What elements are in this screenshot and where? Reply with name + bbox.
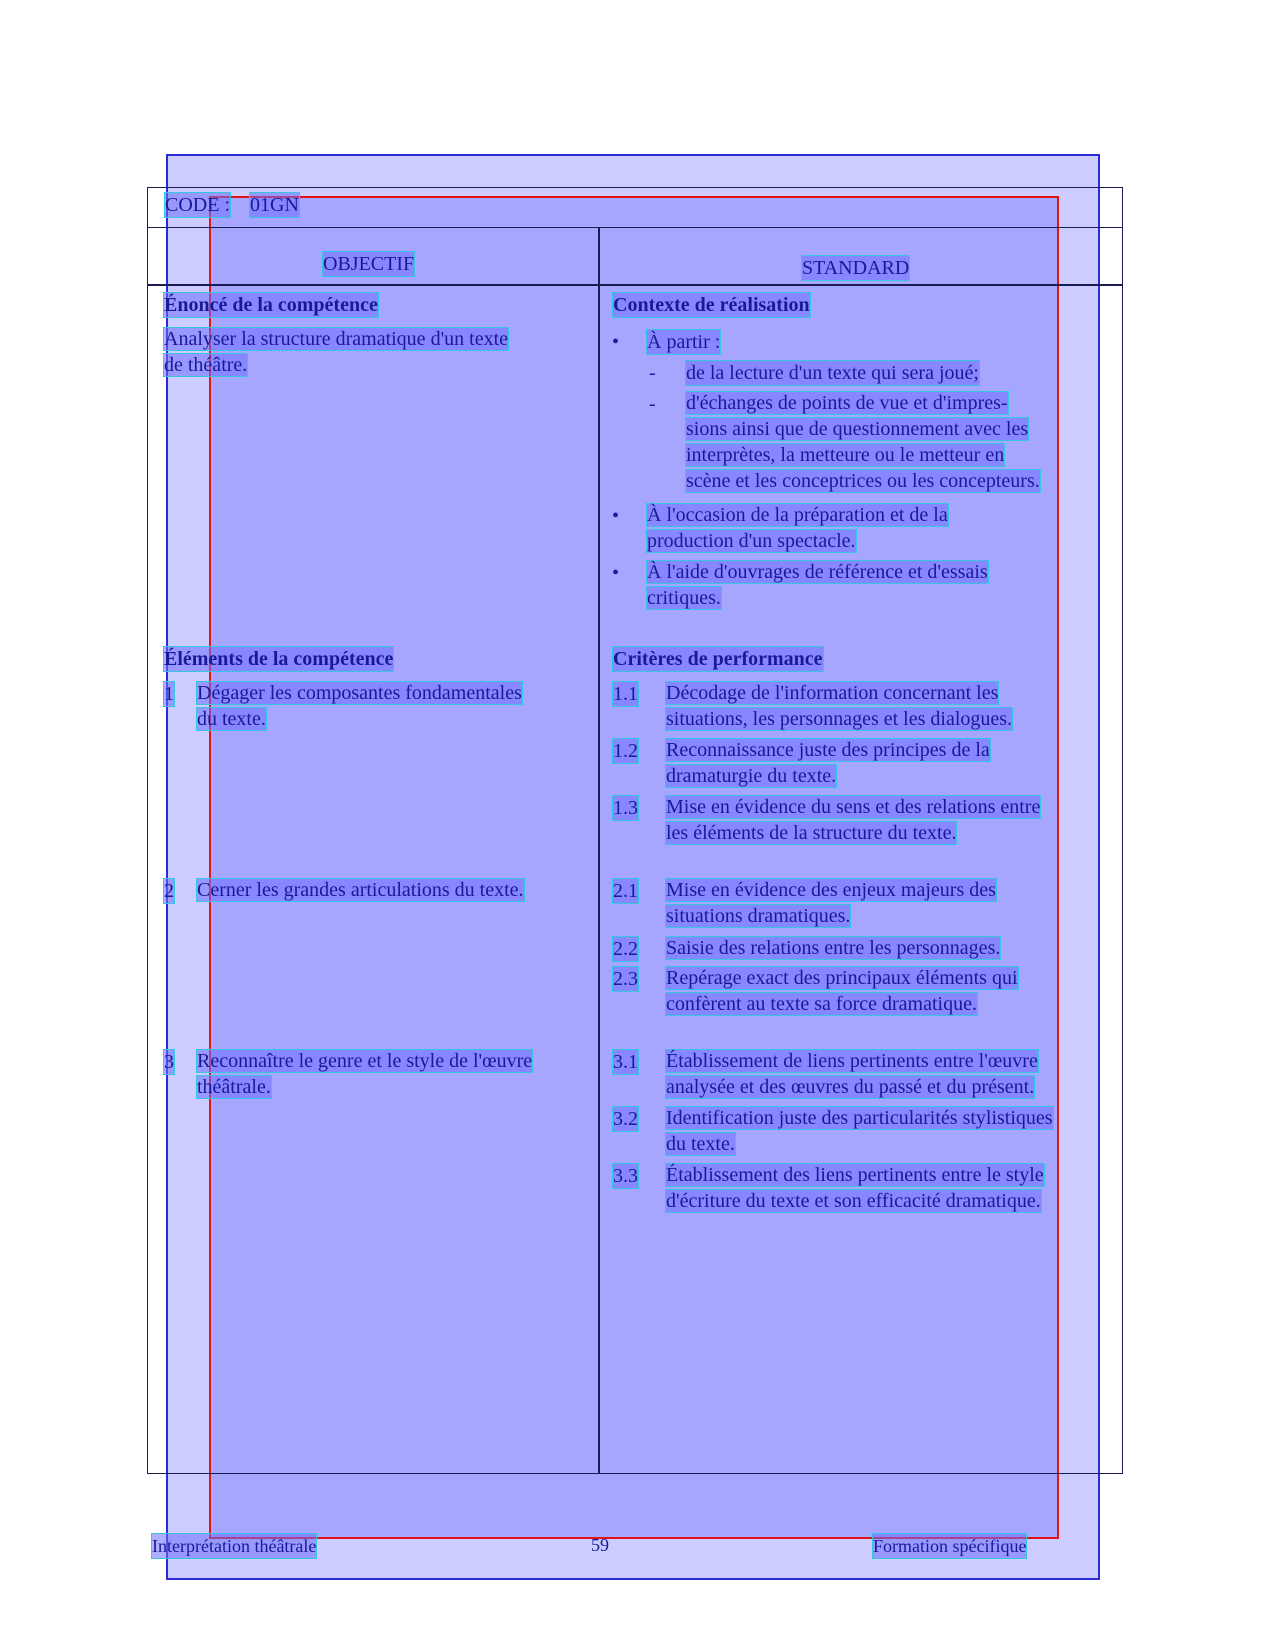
dash-icon: -: [649, 393, 656, 415]
footer-page-number: 59: [591, 1535, 609, 1555]
element-item-1: Dégager les composantes fondamentales du texte.: [197, 682, 522, 730]
code-value: 01GN: [250, 194, 299, 216]
dash-icon: -: [649, 362, 656, 384]
critere-number: 1.1: [613, 683, 638, 705]
element-number: 1: [164, 683, 174, 705]
criteres-title: Critères de performance: [613, 648, 823, 670]
critere-item-1-1: Décodage de l'information concernant les situations, les personnages et les dialogues.: [666, 682, 1013, 730]
element-item-2: Cerner les grandes articulations du texte.: [197, 879, 524, 901]
critere-item-1-2: Reconnaissance juste des principes de la dramaturgie du texte.: [666, 739, 990, 787]
contexte-dash-2: d'échanges de points de vue et d'impres- sions ainsi que de questionnement avec les interprètes, la metteure ou le metteur en scène et les conceptrices ou les concepteurs.: [686, 392, 1040, 492]
element-item-3: Reconnaître le genre et le style de l'œuvre théâtrale.: [197, 1050, 533, 1098]
contexte-dash-1: de la lecture d'un texte qui sera joué;: [686, 362, 979, 384]
critere-number: 1.2: [613, 740, 638, 762]
critere-item-2-2: Saisie des relations entre les personnages.: [666, 937, 1001, 959]
enonce-title: Énoncé de la compétence: [164, 294, 378, 316]
contexte-bullet-1: À partir :: [647, 331, 721, 353]
critere-number: 2.1: [613, 880, 638, 902]
bullet-icon: •: [612, 562, 620, 584]
column-divider: [598, 227, 600, 1474]
critere-item-2-1: Mise en évidence des enjeux majeurs des situations dramatiques.: [666, 879, 996, 927]
critere-number: 2.3: [613, 968, 638, 990]
bullet-icon: •: [612, 331, 620, 353]
critere-item-3-1: Établissement de liens pertinents entre l'œuvre analysée et des œuvres du passé et du présent.: [666, 1050, 1038, 1098]
element-number: 2: [164, 880, 174, 902]
standard-heading: STANDARD: [802, 257, 910, 279]
element-number: 3: [164, 1051, 174, 1073]
code-label: CODE :: [165, 194, 230, 216]
enonce-text: Analyser la structure dramatique d'un texte de théâtre.: [164, 328, 509, 376]
critere-number: 3.1: [613, 1051, 638, 1073]
critere-number: 3.2: [613, 1108, 638, 1130]
header-divider: [147, 227, 1123, 228]
critere-item-2-3: Repérage exact des principaux éléments qui confèrent au texte sa force dramatique.: [666, 967, 1018, 1015]
bullet-icon: •: [612, 505, 620, 527]
footer-program: Interprétation théâtrale: [152, 1536, 317, 1556]
critere-item-3-2: Identification juste des particularités stylistiques du texte.: [666, 1107, 1053, 1155]
elements-title: Éléments de la compétence: [164, 648, 394, 670]
critere-number: 3.3: [613, 1165, 638, 1187]
critere-number: 2.2: [613, 938, 638, 960]
contexte-bullet-2: À l'occasion de la préparation et de la production d'un spectacle.: [647, 504, 948, 552]
footer-section: Formation spécifique: [873, 1536, 1027, 1556]
critere-item-3-3: Établissement des liens pertinents entre le style d'écriture du texte et son efficacité dramatique.: [666, 1164, 1044, 1212]
critere-number: 1.3: [613, 797, 638, 819]
objectif-heading: OBJECTIF: [323, 253, 415, 275]
critere-item-1-3: Mise en évidence du sens et des relations entre les éléments de la structure du texte.: [666, 796, 1041, 844]
column-header-divider: [147, 284, 1123, 286]
contexte-bullet-3: À l'aide d'ouvrages de référence et d'essais critiques.: [647, 561, 988, 609]
contexte-title: Contexte de réalisation: [613, 294, 810, 316]
